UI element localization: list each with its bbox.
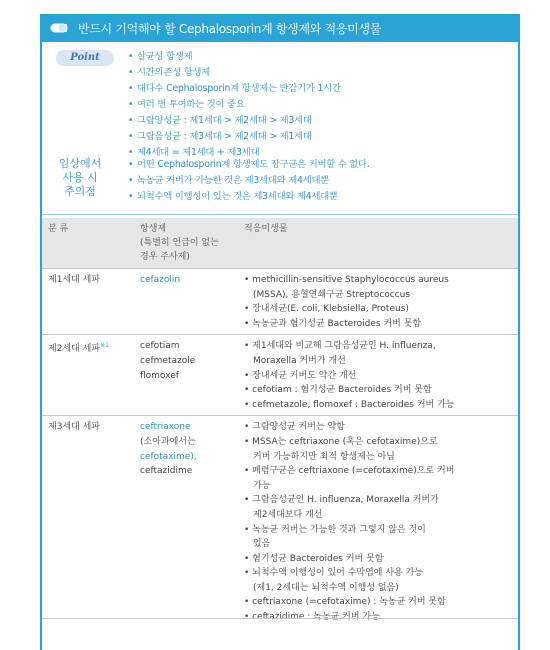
section-divider [42,214,518,215]
organism-line: • 녹농균 커버는 가능한 것과 그렇지 않은 것이 [244,524,426,535]
organism-line: • 폐렴구균은 ceftriaxone (=cefotaxime)으로 커버 [244,466,455,477]
organism-line: 제2세대보다 개선 [253,509,323,520]
organism-line: 커버 가능하지만 최적 항생제는 아님 [253,451,395,462]
footnote-marker: ※1 [100,342,109,350]
organism-line: Moraxella 커버가 개선 [253,355,346,366]
organism-line: • 녹농균과 혐기성균 Bacteroides 커버 못함 [244,318,422,329]
antibiotic-name: (소아과에서는 [140,436,196,447]
antibiotic-name: cefmetazole [140,355,196,366]
antibiotic-table [42,218,518,628]
antibiotic-name: cefotiam [140,341,180,352]
caution-item: • 어떤 Cephalosporin계 항생제도 장구균은 커버할 수 없다. [128,159,370,170]
antibiotic-cell [134,416,238,628]
caution-list [128,157,370,205]
table-header-row [42,218,518,269]
organism-cell [238,335,518,416]
point-item: • 살균성 항생제 [128,51,193,62]
organism-line: • methicillin-sensitive Staphylococcus aureus [244,275,449,285]
organism-cell [238,269,518,335]
organism-line: • cefmetazole, flomoxef : Bacteroides 커버 가능 [244,399,455,410]
organism-line: • cefotiam : 혐기성균 Bacteroides 커버 못함 [244,385,432,396]
organism-cell [238,416,518,628]
generation-label: 제2세대 세파 [48,344,101,355]
antibiotic-name: ceftriaxone [140,422,191,433]
header-antibiotic: 항생제 (특별히 언급이 없는 경우 주사제) [134,218,238,269]
generation-cell [42,416,134,628]
point-badge: Point [56,50,114,66]
section-header [40,14,520,42]
point-item: • 여러 번 투여하는 것이 중요 [128,99,245,110]
organism-line: 가능 [253,480,271,491]
organism-line: (제1, 2세대는 뇌척수액 이행성 없음) [253,582,399,593]
antibiotic-name: cefotaxime), [140,451,197,462]
organism-line: • 그람음성균인 H. influenza, Moraxella 커버가 [244,495,439,506]
table-row [42,416,518,628]
organism-line: • 제1세대와 비교해 그람음성균인 H. influenza, [244,341,436,352]
antibiotic-name: flomoxef [140,370,179,381]
header-category: 분 류 [42,218,134,269]
organism-line: • 장내세균 커버도 약간 개선 [244,370,357,381]
generation-cell [42,335,134,416]
organism-line: • 장내세균(E. coli, Klebsiella, Proteus) [244,304,409,315]
generation-cell [42,269,134,335]
antibiotic-cell [134,269,238,335]
caution-label: 임상에서 사용 시 주의점 [58,157,102,198]
caution-item: • 뇌척수액 이행성이 있는 것은 제3세대와 제4세대뿐 [128,191,338,202]
antibiotic-name: ceftazidime [140,466,193,477]
organism-line: • 그람양성균 커버는 약함 [244,422,345,433]
capsule-icon [50,21,68,35]
page-title: 반드시 기억해야 할 Cephalosporin계 항생제와 적응미생물 [78,22,382,36]
organism-line: • ceftriaxone (=cefotaxime) : 녹농균 커버 못함 [244,597,446,608]
table-bottom-rule [42,618,518,619]
header-organisms: 적응미생물 [238,218,518,269]
organism-line: (MSSA), 용혈연쇄구균 Streptococcus [253,289,411,300]
table-row [42,335,518,416]
point-list [128,49,341,161]
point-item: • 제4세대 = 제1세대 + 제3세대 [128,147,260,158]
point-item: • 시간의존성 항생제 [128,67,211,78]
table-row [42,269,518,335]
antibiotic-name: cefazolin [140,275,181,285]
point-item: • 그람음성균 : 제3세대 > 제2세대 > 제1세대 [128,131,312,142]
caution-item: • 녹농균 커버가 가능한 것은 제3세대와 제4세대뿐 [128,175,330,186]
organism-line: 있음 [253,539,271,550]
organism-line: • 뇌척수액 이행성이 있어 수막염에 사용 가능 [244,568,423,579]
generation-label: 제3세대 세파 [48,422,101,433]
point-item: • 대다수 Cephalosporin계 항생제는 반감기가 1시간 [128,83,341,94]
generation-label: 제1세대 세파 [48,275,101,285]
organism-line: • 혐기성균 Bacteroides 커버 못함 [244,553,384,564]
antibiotic-cell [134,335,238,416]
point-item: • 그람양성균 : 제1세대 > 제2세대 > 제3세대 [128,115,312,126]
organism-line: • MSSA는 ceftriaxone (혹은 cefotaxime)으로 [244,436,438,447]
